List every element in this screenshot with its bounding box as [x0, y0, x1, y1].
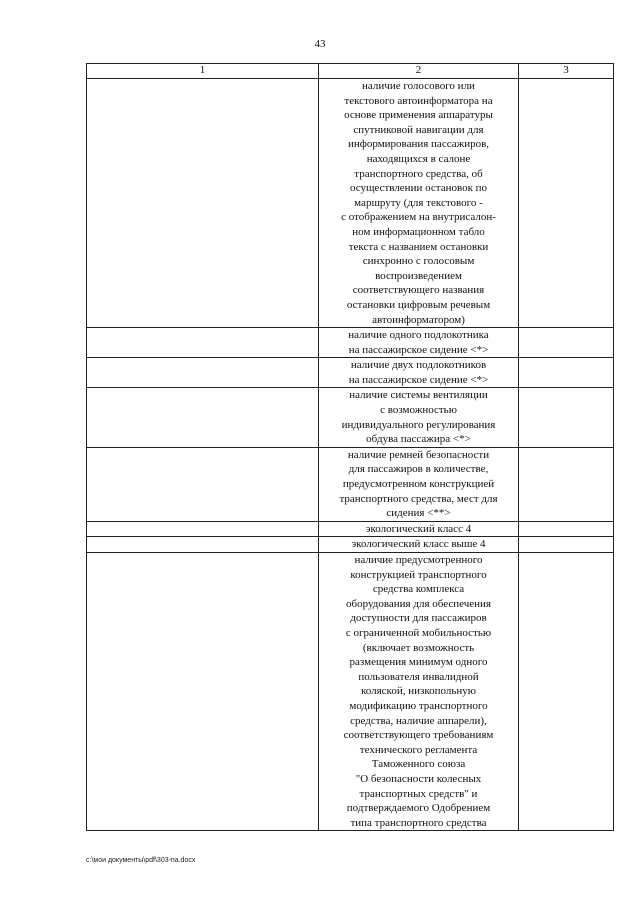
table-row	[87, 358, 614, 388]
table-cell-col1	[87, 79, 319, 328]
table-cell-col1	[87, 358, 319, 388]
table-cell-col1	[87, 447, 319, 521]
table-cell-col1	[87, 388, 319, 447]
table-cell-col3	[519, 521, 614, 537]
table-cell-col3	[519, 358, 614, 388]
table-cell-col2	[319, 553, 519, 831]
table-row	[87, 328, 614, 358]
table-cell-col2	[319, 537, 519, 553]
row-text: экологический класс 4	[365, 522, 472, 535]
row-text: наличие голосового или текстового автоинформатора на основе применения аппаратуры спутниковой навигации для информирования пассажиров, находящихся в салоне транспортного средства, об осуществлении остановок по маршруту (для текстового - с отображением на внутрисалон- ном информационном табло текста с названием остановки синхронно с голосовым воспроизведением соответствующего названия остановки цифровым речевым автоинформатором)	[341, 80, 496, 326]
row-text: наличие двух подлокотников на пассажирское сидение <*>	[348, 359, 489, 386]
table-cell-col3	[519, 537, 614, 553]
table-row	[87, 79, 614, 328]
table-row	[87, 447, 614, 521]
table-cell-col1	[87, 553, 319, 831]
table-cell-col1	[87, 328, 319, 358]
table-cell-col2	[319, 358, 519, 388]
table-cell-col2	[319, 447, 519, 521]
row-text: наличие системы вентиляции с возможностью индивидуального регулирования обдува пассажира <*>	[341, 389, 496, 446]
row-text: наличие одного подлокотника на пассажирское сидение <*>	[348, 329, 489, 356]
table-cell-col1	[87, 537, 319, 553]
table-cell-col2	[319, 388, 519, 447]
row-text: наличие предусмотренного конструкцией транспортного средства комплекса оборудования для обеспечения доступности для пассажиров с ограниченной мобильностью (включает возможность размещения минимум одного пользователя инвалидной коляской, низкопольную модификацию транспортного средства, наличие аппарели), соответствующего требованиям технического регламента Таможенного союза "О безопасности колесных транспортных средств" и подтверждаемого Одобрением типа транспортного средства	[343, 554, 494, 829]
requirements-table	[86, 63, 614, 831]
table-cell-col3	[519, 388, 614, 447]
table-row	[87, 521, 614, 537]
table-cell-col1	[87, 521, 319, 537]
row-text: экологический класс выше 4	[351, 538, 486, 551]
table-cell-col2	[319, 521, 519, 537]
table-cell-col3	[519, 79, 614, 328]
table-cell-col3	[519, 447, 614, 521]
page-number: 43	[314, 38, 326, 50]
table-row	[87, 537, 614, 553]
table-cell-col3	[519, 553, 614, 831]
column-header-1: 1	[87, 64, 319, 79]
table-cell-col2	[319, 328, 519, 358]
footer-file-path: c:\мои документы\pdf\303-па.docx	[86, 857, 196, 864]
column-header-3: 3	[519, 64, 614, 79]
table-cell-col3	[519, 328, 614, 358]
column-header-2: 2	[319, 64, 519, 79]
table-header-row	[87, 64, 614, 79]
table-row	[87, 388, 614, 447]
table-cell-col2	[319, 79, 519, 328]
table-row	[87, 553, 614, 831]
row-text: наличие ремней безопасности для пассажиров в количестве, предусмотренном конструкцией транспортного средства, мест для сидения <**>	[339, 448, 498, 520]
